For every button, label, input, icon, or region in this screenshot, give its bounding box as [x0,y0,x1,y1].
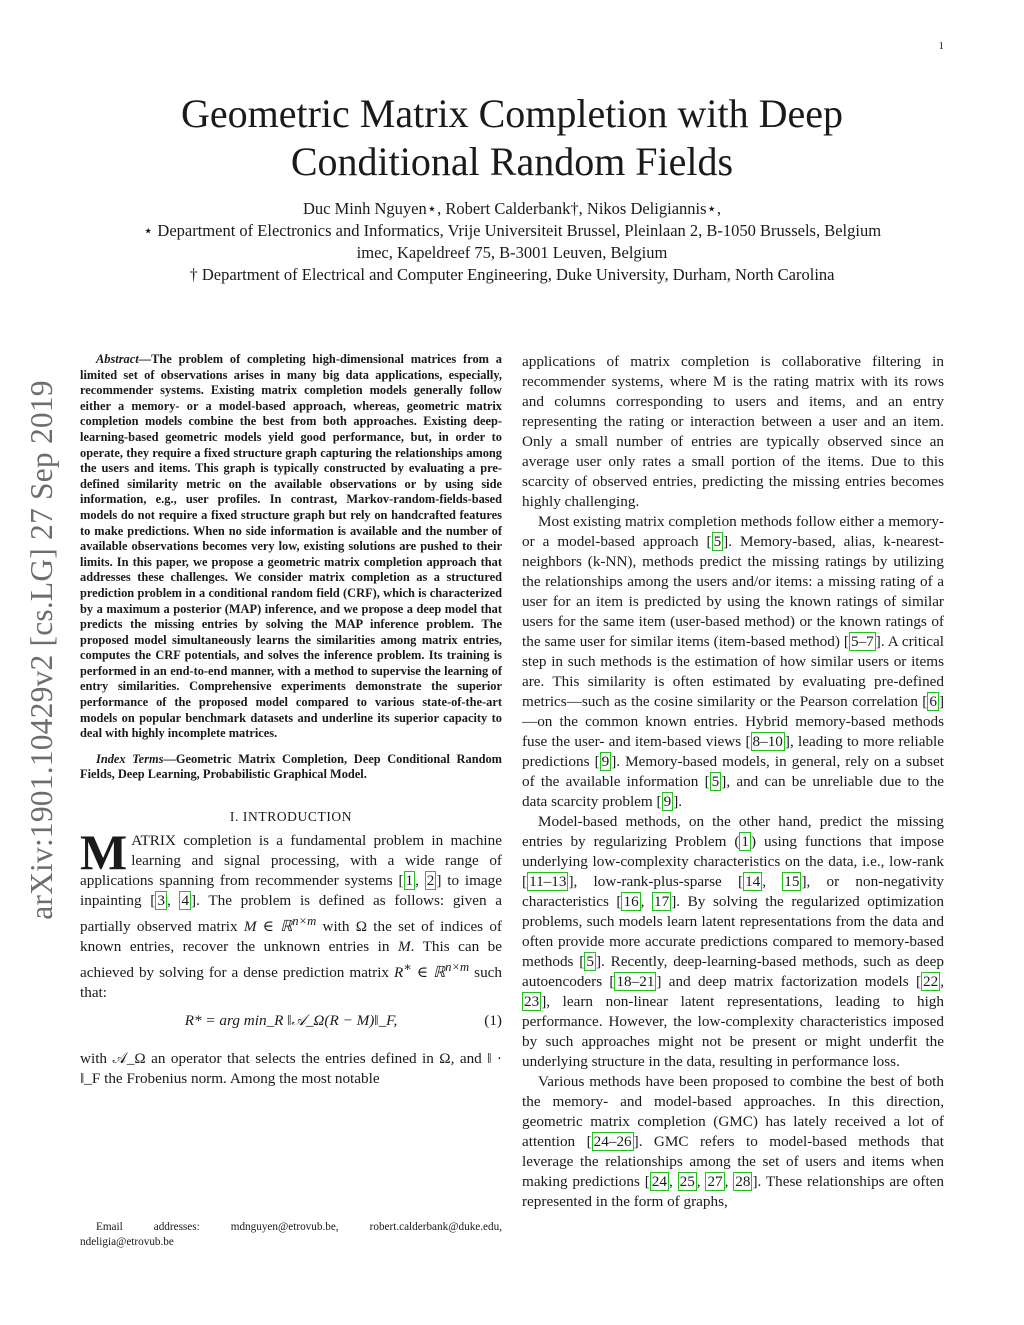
arxiv-identifier-text: arXiv:1901.10429v2 [cs.LG] 27 Sep 2019 [24,380,60,920]
paper-title: Geometric Matrix Completion with Deep Conditional Random Fields [180,91,844,184]
citation-link[interactable]: 9 [601,753,610,770]
text-span: . [678,793,683,810]
intro-paragraph-2: with 𝒜_Ω an operator that selects the entries defined in Ω, and ‖ · ‖_F the Frobenius norm. Among the most notable [80,1050,502,1088]
equation-body: R* = arg min_R ‖𝒜_Ω(R − M)‖_F, [184,1012,398,1030]
intro-text-f: such that: [80,964,502,1002]
citation-link[interactable]: 6 [929,693,937,710]
text-span: , learn non-linear latent representations, leading to high performance. However, the low-complexity characteristics imposed by such approaches might not be present or might underfit the underlying structure in the data, resulting in performance loss. [522,993,944,1070]
text-span: Model-based methods, on the other hand, predict the missing entries by regularizing Problem [522,813,944,850]
equation-ref-link[interactable]: 1 [741,833,749,850]
text-span: . Memory-based, alias, k-nearest-neighbors (k-NN), methods predict the missing ratings by utilizing the relationships among the users and/or items: a missing rating of a user for an item is predicted by using the known ratings of similar users for the same item (user-based method) or the known ratings of the same user for similar items (item-based method) [522,533,944,650]
right-paragraph-4: Various methods have been proposed to combine the best of both the memory- and model-based approaches. In this direction, geometric matrix completion (GMC) has lately received a lot of attention [ 24–26 ]. GMC refers to model-based methods that leverage the relationships among the set of users and items when making predictions [ 24 , 25 , 27 , 28 ]. These relationships are often represented in the form of graphs, [522,1073,945,1210]
text-span: . GMC refers to model-based methods that leverage the relationships among the set of users and items when making predictions [522,1133,944,1190]
text-span: , low-rank-plus-sparse [573,873,738,890]
intro-text-d: with Ω the set of indices of known entries, recover the unknown entries in [80,918,502,956]
equation-1 [80,1009,502,1041]
affiliation-2: imec, Kapeldreef 75, B-3001 Leuven, Belgium [356,243,668,262]
math-superscript: ∗ [403,960,412,975]
citation-link[interactable]: 24–26 [593,1133,632,1150]
math-superscript: n×m [445,960,470,975]
citation-link[interactable]: 16 [623,893,639,910]
text-span: —on the common known entries. Hybrid memory-based methods fuse the user- and item-based views [522,713,944,750]
citation-link[interactable]: 9 [663,793,672,810]
index-terms-text: Geometric Matrix Completion, Deep Conditional Random Fields, Deep Learning, Probabilistic Graphical Model. [80,751,502,782]
intro-text-e: . This can be achieved by solving for a dense prediction matrix [80,938,503,982]
citation-link[interactable]: 23 [524,993,540,1010]
right-column [522,352,944,1212]
intro-text-c: . The problem is defined as follows: given a partially observed matrix [80,892,503,936]
citation-link[interactable]: 5 [586,953,594,970]
math-inline: R [394,964,404,982]
footnote-email: Email addresses: mdnguyen@etrovub.be, robert.calderbank@duke.edu, ndeligia@etrovub.be [80,1221,502,1248]
author-block [60,198,964,286]
citation-link[interactable]: 22 [923,973,939,990]
math-inline: M ∈ ℝ [243,918,293,936]
citation-link[interactable]: 5 [711,773,720,790]
citation-link[interactable]: 5–7 [850,633,874,650]
drop-cap: M [80,824,128,881]
text-span: and deep matrix factorization models [661,973,916,990]
abstract [80,352,502,742]
right-paragraph-3: Model-based methods, on the other hand, predict the missing entries by regularizing Problem ( 1 ) using functions that impose underlying low-complexity characteristics on the data, i.e., low-rank [ 11–13 ], low-rank-plus-sparse [ 14 , 15 ], or non-negativity characteristics [ 16 , 17 ]. By solving the regularized optimization problems, such models learn latent representations from the data and often provide more accurate predictions compared to memory-based methods [ 5 ]. Recently, deep-learning-based methods, such as deep autoencoders [ 18–21 ] and deep matrix factorization models [ 22 , 23 ], learn non-linear latent representations, leading to high performance. However, the low-complexity characteristics imposed by such approaches might not be present or might underfit the underlying structure in the data, resulting in performance loss. [522,813,945,1070]
index-terms [80,752,502,783]
affiliation-1: ⋆ Department of Electronics and Informatics, Vrije Universiteit Brussel, Pleinlaan 2, B-1050 Brussels, Belgium [142,221,882,240]
affiliation-3: † Department of Electrical and Computer Engineering, Duke University, Durham, North Carolina [189,265,835,284]
section-heading: I. INTRODUCTION [229,809,353,825]
citation-link[interactable]: 27 [707,1173,723,1190]
citation-link[interactable]: 1 [405,872,414,890]
right-paragraph-2: Most existing matrix completion methods follow either a memory- or a model-based approach [ 5 ]. Memory-based, alias, k-nearest-neighbors (k-NN), methods predict the missing ratings by utilizing the relationships among the users and/or items: a missing rating of a user for an item is predicted by using the known ratings of similar users for the same item (user-based method) or the known ratings of the same user for similar items (item-based method) [ 5–7 ]. A critical step in such methods is the estimation of how similar users or items are. This similarity is often estimated by evaluating pre-defined metrics—such as the cosine similarity or the Pearson correlation [ 6 ]—on the common known entries. Hybrid memory-based methods fuse the user- and item-based views [ 8–10 ], leading to more reliable predictions [ 9 ]. Memory-based models, in general, rely on a subset of the available information [ 5 ], and can be unreliable due to the data scarcity problem [ 9 ]. [522,513,945,810]
citation-link[interactable]: 18–21 [616,973,655,990]
math-superscript: n×m [292,914,317,929]
text-span: . Memory-based models, in general, rely on a subset of the available information [522,753,945,790]
math-inline: M [397,938,411,956]
abstract-label: Abstract— [96,352,152,366]
text-span: , or non-negativity characteristics [522,873,945,910]
citation-link[interactable]: 24 [651,1173,667,1190]
text-span: , and can be unreliable due to the data scarcity problem [522,773,944,810]
citation-link[interactable]: 11–13 [529,873,567,890]
arxiv-identifier [20,354,64,946]
index-terms-label: Index Terms— [96,751,176,766]
text-span: , leading to more reliable predictions [522,733,945,770]
citation-link[interactable]: 15 [784,873,800,890]
citation-link[interactable]: 28 [735,1173,751,1190]
citation-link[interactable]: 17 [654,893,670,910]
text-span: . Recently, deep-learning-based methods, such as deep autoencoders [522,953,944,990]
citation-link[interactable]: 25 [679,1173,695,1190]
page-number: 1 [938,40,944,52]
intro-text-b: to image inpainting [80,872,502,910]
text-span: Various methods have been proposed to combine the best of both the memory- and model-based approaches. In this direction, geometric matrix completion (GMC) has lately received a lot of attention [522,1073,944,1150]
citation-link[interactable]: 2 [426,872,435,890]
text-span: Most existing matrix completion methods follow either a memory- or a model-based approach [522,513,944,550]
citation-link[interactable]: 8–10 [752,733,783,750]
abstract-text: The problem of completing high-dimensional matrices from a limited set of observations arises in many big data applications, especially, recommender systems. Existing matrix completion models generally follow either a memory- or a model-based approach, whereas, geometric matrix completion models combine the best from both approaches. Existing deep-learning-based geometric models yield good performance, but, in order to operate, they require a fixed structure graph capturing the relationships among the users and items. This graph is typically constructed by evaluating a pre-defined similarity metric on the available observations or by using side information, e.g., user profiles. In contrast, Markov-random-fields-based models do not require a fixed structure graph but rely on handcrafted features to make predictions. When no side information is available and the number of available observations becomes very low, existing solutions are pushed to their limits. In this paper, we propose a geometric matrix completion approach that addresses these challenges. We consider matrix completion as a structured prediction problem in a conditional random field (CRF), which is characterized by a maximum a posterior (MAP) inference, and we propose a deep model that predicts the missing entries by solving the MAP inference problem. The proposed model simultaneously learns the similarities among matrix entries, computes the CRF potentials, and solves the inference problem. Its training is performed in an end-to-end manner, with a method to supervise the learning of entry similarities. Comprehensive experiments demonstrate the superior performance of the proposed model compared to various state-of-the-art models on popular benchmark datasets and underline its superior capacity to deal with highly incomplete matrices. [80,352,502,741]
math-inline: ∈ ℝ [411,964,446,982]
citation-link[interactable]: 14 [745,873,761,890]
text-span: . A critical step in such methods is the estimation of how similar users or items are. This similarity is often estimated by evaluating pre-defined metrics—such as the cosine similarity or the Pearson correlation [522,633,944,710]
text-span: using functions that impose underlying low-complexity characteristics on the data, i.e., low-rank [522,833,944,870]
text-span: . By solving the regularized optimization problems, such models learn latent representations from the data and often provide more accurate predictions compared to memory-based methods [522,893,944,970]
intro-paragraph-1: MATRIX completion is a fundamental problem in machine learning and signal processing, with a wide range of applications spanning from recommender systems [ 1 , 2 ] to image inpainting [ 3 , 4 ]. The problem is defined as follows: given a partially observed matrix M ∈ ℝ$^{n\times m}$ with Ω the set of indices of known entries, recover the unknown entries in M. This can be achieved by solving for a dense prediction matrix R∗ ∈ ℝ$^{n\times m}$ such that: [80,824,503,1002]
citation-link[interactable]: 3 [157,892,165,910]
left-column [80,352,502,1089]
text-span: . These relationships are often represented in the form of graphs, [522,1173,945,1210]
author-names: Duc Minh Nguyen⋆, Robert Calderbank†, Nikos Deligiannis⋆, [303,199,721,218]
citation-link[interactable]: 4 [181,892,190,910]
intro-text-a: ATRIX completion is a fundamental problem in machine learning and signal processing, with a wide range of applications spanning from recommender systems [80,832,502,890]
equation-number: (1) [484,1012,502,1030]
citation-link[interactable]: 5 [713,533,722,550]
right-paragraph-1: applications of matrix completion is collaborative filtering in recommender systems, where M is the rating matrix with its rows and columns corresponding to users and items, and an entry representing the rating or interaction between a user and an item. Only a small number of entries are typically observed since an average user only rates a small portion of the items. Due to this scarcity of observed entries, predicting the missing entries becomes highly challenging. [522,353,944,510]
